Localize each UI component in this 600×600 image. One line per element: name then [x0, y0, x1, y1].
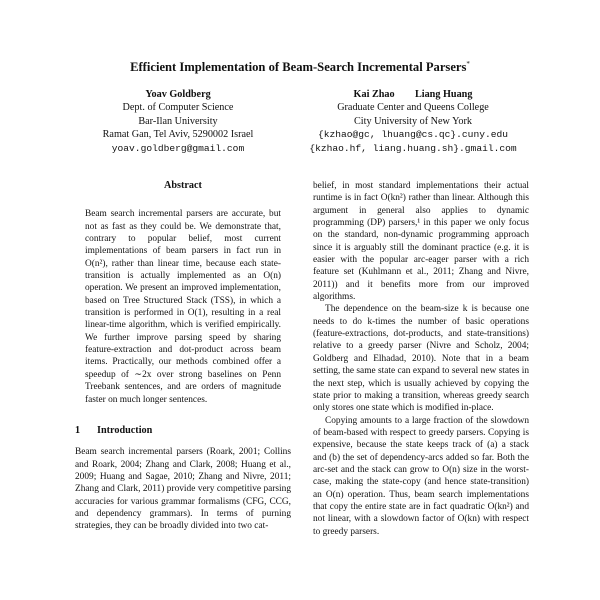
intro-paragraph: Beam search incremental parsers (Roark, 2001; Collins and Roark, 2004; Zhang and Clark, 2008; Huang et al., 2009; Huang and Sagae, 2010; Zhang and Nivre, 2011; Zhang and Clark, 2011) provide very competitive parsing accuracies for various grammar formalisms (CFG, CCG, and dependency grammars). In terms of purning strategies, they can be broadly divided into two cat- — [75, 447, 291, 532]
abstract-heading: Abstract — [164, 180, 202, 191]
author-affiliation-line: Ramat Gan, Tel Aviv, 5290002 Israel — [102, 129, 254, 141]
title-text: Efficient Implementation of Beam-Search Incremental Parsers — [130, 60, 467, 75]
section-title: Introduction — [97, 424, 153, 436]
body-paragraph: belief, in most standard implementations their actual runtime is in fact O(kn²) rather than linear. Although this argument in general also applies to dynamic programming (DP) parsers,¹ in this paper we only focus on the standard, non-dynamic programming approach since it is arguably still the dominant practice (e.g. it is easier with the popular arc-eager parser with a rich feature set (Kuhlmann et al., 2011; Zhang and Nivre, 2011)) and it benefits more from our improved algorithms. — [313, 181, 529, 303]
paper-title — [0, 60, 600, 75]
title-footnote-mark: * — [466, 60, 470, 68]
right-column — [313, 180, 529, 538]
section-heading-introduction — [75, 425, 291, 437]
section-number: 1 — [75, 424, 81, 436]
author-names: Kai Zhao Liang Huang — [353, 89, 473, 100]
abstract-body — [75, 208, 291, 406]
author-block-2 — [268, 88, 558, 155]
author-email: {kzhao.hf, liang.huang.sh}.gmail.com — [309, 142, 517, 154]
author-affiliation-line: Graduate Center and Queens College — [337, 102, 489, 114]
author-affiliation-line: Dept. of Computer Science — [122, 102, 234, 114]
author-email: {kzhao@gc, lhuang@cs.qc}.cuny.edu — [318, 129, 508, 141]
author-block-1 — [70, 88, 286, 155]
author-email: yoav.goldberg@gmail.com — [111, 142, 245, 154]
abstract-text: Beam search incremental parsers are accurate, but not as fast as they could be. We demonstrate that, contrary to popular belief, most current implementations of beam parsers in fact run in O(n²), rather than linear time, because each state-transition is actually implemented as an O(n) operation. We present an improved implementation, based on Tree Structured Stack (TSS), in which a transition is performed in O(1), resulting in a real linear-time algorithm, which is verified empirically. We further improve parsing speed by sharing feature-extraction and dot-product across beam items. Practically, our methods combined offer a speedup of ∼2x over strong baselines on Penn Treebank sentences, and are orders of magnitude faster on much longer sentences. — [85, 209, 281, 405]
author-affiliation-line: City University of New York — [353, 115, 472, 127]
author-name: Yoav Goldberg — [145, 89, 211, 100]
author-affiliation-line: Bar-Ilan University — [138, 115, 218, 127]
body-paragraph: The dependence on the beam-size k is because one needs to do k-times the number of basic operations (feature-extractions, dot-products, and state-transitions) relative to a greedy parser (Nivre and Scholz, 2004; Goldberg and Elhadad, 2010). Note that in a beam setting, the same state can expand to several new states in the next step, which is usually achieved by copying the state prior to making a transition, whereas greedy search only stores one state which is modified in-place. — [313, 304, 529, 414]
body-paragraph: Copying amounts to a large fraction of the slowdown of beam-based with respect to greedy parsers. Copying is expensive, because the state keeps track of (a) a stack and (b) the set of dependency-arcs added so far. Both the arc-set and the stack can grow to O(n) size in the worst-case, making the state-copy (and hence state-transition) an O(n) operation. Thus, beam search implementations that copy the entire state are in fact quadratic O(kn²) and not linear, with a slowdown factor of O(kn) with respect to greedy parsers. — [313, 415, 529, 537]
left-column — [75, 180, 291, 533]
